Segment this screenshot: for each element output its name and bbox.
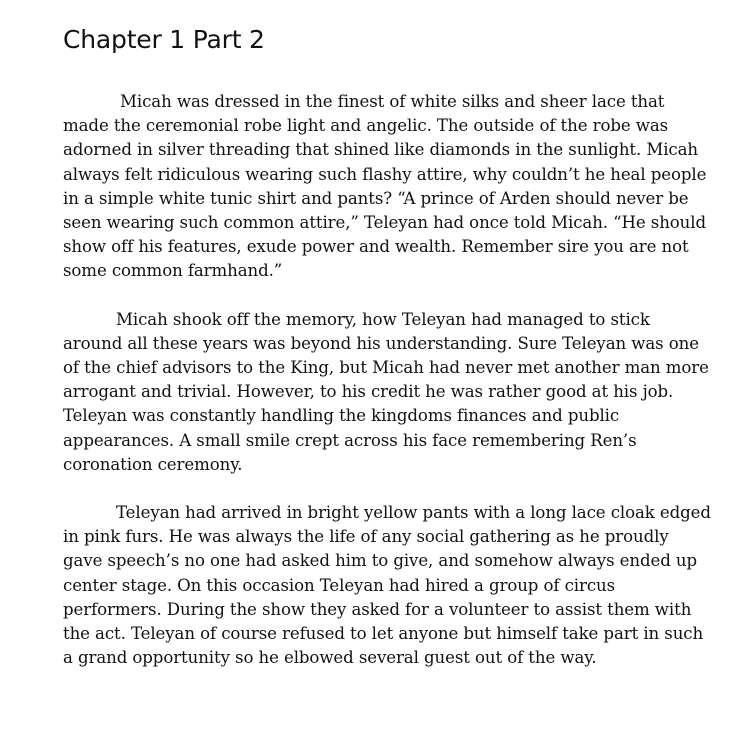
paragraph-1: Micah was dressed in the finest of white silks and sheer lace that made the ceremonial robe light and angelic. The outside of the robe was adorned in silver threading that shined like diamonds in the sunlight. Micah always felt ridiculous wearing such flashy attire, why couldn’t he heal people in a simple white tunic shirt and pants? “A prince of Arden should never be seen wearing such common attire,” Teleyan had once told Micah. “He should show off his features, exude power and wealth. Remember sire you are not some common farmhand.” xyxy=(63,92,707,281)
chapter-body xyxy=(63,90,713,670)
paragraph-3: Teleyan had arrived in bright yellow pants with a long lace cloak edged in pink furs. He was always the life of any social gathering as he proudly gave speech’s no one had asked him to give, and somehow always ended up center stage. On this occasion Teleyan had hired a group of circus performers. During the show they asked for a volunteer to assist them with the act. Teleyan of course refused to let anyone but himself take part in such a grand opportunity so he elbowed several guest out of the way. xyxy=(63,503,711,668)
chapter-title: Chapter 1 Part 2 xyxy=(63,25,265,54)
paragraph-2: Micah shook off the memory, how Teleyan had managed to stick around all these years was beyond his understanding. Sure Teleyan was one of the chief advisors to the King, but Micah had never met another man more arrogant and trivial. However, to his credit he was rather good at his job. Teleyan was constantly handling the kingdoms finances and public appearances. A small smile crept across his face remembering Ren’s coronation ceremony. xyxy=(63,309,709,474)
document-page xyxy=(63,22,713,694)
